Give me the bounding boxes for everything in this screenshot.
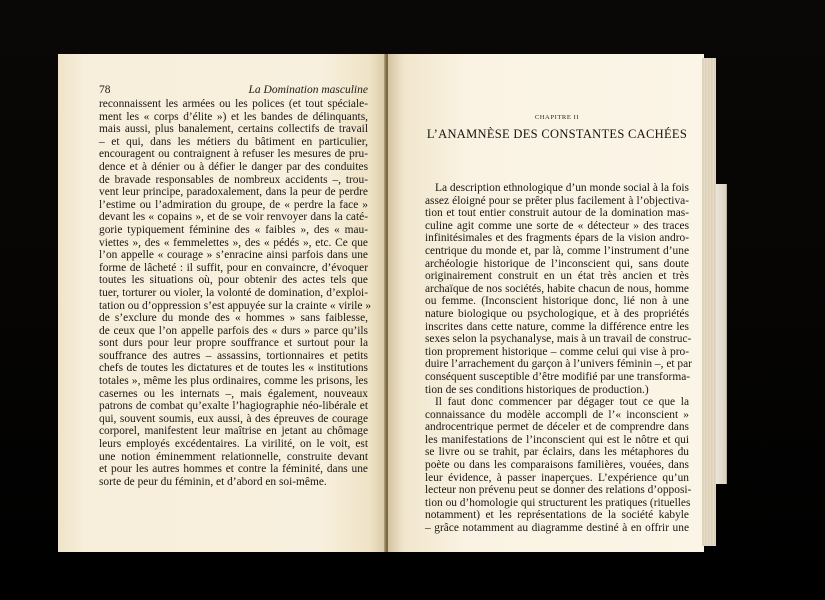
text-line: androcentrique permet de déceler et de comprendre dans (425, 421, 689, 434)
text-line: assez éloigné pour se prêter plus facilement à l’objectiva- (425, 194, 689, 207)
text-line: archéologie historique de l’inconscient qui, sans doute (425, 257, 689, 270)
left-page-text (99, 98, 372, 488)
right-page-text (425, 182, 692, 535)
right-page (388, 54, 704, 552)
text-line: de ceux que l’on appelle parfois des « durs » parce qu’ils (99, 324, 368, 337)
text-line: mais aussi, plus banalement, certains collectifs de travail (99, 123, 368, 136)
chapter-title: L’ANAMNÈSE DES CONSTANTES CACHÉES (426, 127, 688, 141)
text-line: La description ethnologique d’un monde social à la fois (435, 182, 689, 194)
open-book (58, 54, 718, 552)
text-line: devant les « copains », et de se voir renvoyer dans la caté- (99, 211, 368, 224)
text-line: tion ou d’homologie qui structurent les pratiques (rituelles (425, 496, 691, 509)
text-line: dence et à dénier ou à défier le danger par des conduites (99, 160, 368, 173)
text-line: poète ou dans les comparaisons familières, vouées, dans (425, 459, 689, 472)
text-line: inscrites dans cette nature, comme la différence entre les (425, 320, 689, 333)
text-line: viettes », des « femmelettes », des « pédés », etc. Ce que (99, 236, 368, 249)
text-line: ou femme. (Inconscient historique donc, lié non à une (425, 295, 689, 308)
text-line: tion de ses conditions historiques de production.) (425, 383, 649, 396)
text-line: tation ou d’oppression s’est appuyée sur la crainte « virile » (99, 299, 372, 312)
text-line: duire l’arrachement du garçon à l’univers féminin –, et par (425, 358, 692, 371)
text-line: forme de lâcheté : il suffit, pour en convaincre, d’évoquer (99, 261, 368, 274)
text-line: Il faut donc commencer par dégager tout ce que la (435, 396, 689, 409)
text-line: originairement construit en un état très ancien et très (425, 270, 689, 283)
text-line: toutes les situations où, pour obtenir des actes tels que (99, 274, 368, 287)
text-line: totales », même les plus ordinaires, comme les prisons, les (99, 375, 368, 388)
text-line: nature biologique ou psychologique, et à des propriétés (425, 307, 689, 320)
text-line: sont durs pour leur propre souffrance et surtout pour la (99, 337, 368, 350)
text-line: reconnaissent les armées ou les polices (et tout spéciale- (99, 98, 368, 110)
text-line: se livre ou se trahit, par éclairs, dans les métaphores du (425, 446, 689, 459)
text-line: sexes selon la psychanalyse, mais à un travail de construc- (425, 333, 692, 346)
text-line: connaissance du modèle accompli de l’« inconscient » (425, 408, 689, 421)
text-line: l’estime ou l’admiration du groupe, de « perdre la face » (99, 198, 368, 211)
page-edges (702, 58, 716, 546)
text-line: sorte de peur du féminin, et d’abord en soi-même. (99, 475, 327, 488)
text-line: conséquent susceptible d’être modifié par une transforma- (425, 370, 691, 383)
running-head (99, 84, 368, 96)
text-line: une notion éminemment relationnelle, construite devant (99, 450, 368, 463)
text-line: patrons de combat qu’exalte l’hagiographie néo-libérale et (99, 400, 368, 413)
text-line: leurs employés excédentaires. La virilité, on le voit, est (99, 438, 368, 451)
text-line: qui, souvent soumis, eux aussi, à des épreuves de courage (99, 412, 368, 425)
text-line: de bravade responsables de nombreux accidents –, trou- (99, 173, 368, 186)
text-line: vent leur principe, paradoxalement, dans la peur de perdre (99, 186, 368, 199)
bookmark-strip (716, 184, 727, 484)
text-line: de s’exclure du monde des « hommes » sans faiblesse, (99, 312, 368, 325)
text-line: souffrance des autres – assassins, tortionnaires et petits (99, 349, 368, 362)
text-line: culine agit comme une sorte de « détecteur » des traces (425, 219, 689, 232)
text-line: notamment) et les représentations de la société kabyle (425, 509, 689, 522)
text-line: gorie typiquement féminine des « faibles », des « mau- (99, 223, 368, 236)
page-number: 78 (99, 84, 111, 96)
text-line: les manifestations de l’inconscient qui est le nôtre et qui (425, 433, 689, 446)
text-line: corporel, manifestent leur maîtrise en jetant au chômage (99, 425, 368, 438)
text-line: leur évidence, à passer inaperçues. L’expérience qu’un (425, 471, 689, 484)
text-line: – et qui, dans les métiers du bâtiment en particulier, (99, 135, 368, 148)
text-line: chefs de toutes les dictatures et de toutes les « institutions (99, 362, 368, 375)
text-line: l’on appelle « courage » s’enracine ainsi parfois dans une (99, 249, 368, 262)
left-page (58, 54, 386, 552)
chapter-label: CHAPITRE II (534, 114, 580, 121)
text-line: casernes ou les internats –, mais également, nouveaux (99, 387, 368, 400)
text-line: tion proprement historique – comme celui qui vise à pro- (425, 345, 689, 358)
text-line: lecteur non prévenu peut se donner des relations d’opposi- (425, 484, 692, 497)
text-line: – grâce notamment au diagramme destiné à en offrir une (425, 522, 689, 535)
text-line: tion et tout entier construit autour de la domination mas- (425, 207, 689, 220)
text-line: et pour les autres hommes et contre la féminité, dans une (99, 463, 368, 476)
text-line: encouragent ou contraignent à refuser les mesures de pru- (99, 148, 368, 161)
running-title: La Domination masculine (248, 84, 368, 96)
text-line: centrique du monde et, par là, comme l’instrument d’une (425, 244, 689, 257)
text-line: archaïque de nos sociétés, habite chacun de nous, homme (425, 282, 689, 295)
text-line: tuer, torturer ou violer, la volonté de domination, d’exploi- (99, 286, 368, 299)
text-line: infinitésimales et des fragments épars de la vision andro- (425, 232, 689, 245)
text-line: ment les « corps d’élite ») et les bandes de délinquants, (99, 110, 368, 123)
